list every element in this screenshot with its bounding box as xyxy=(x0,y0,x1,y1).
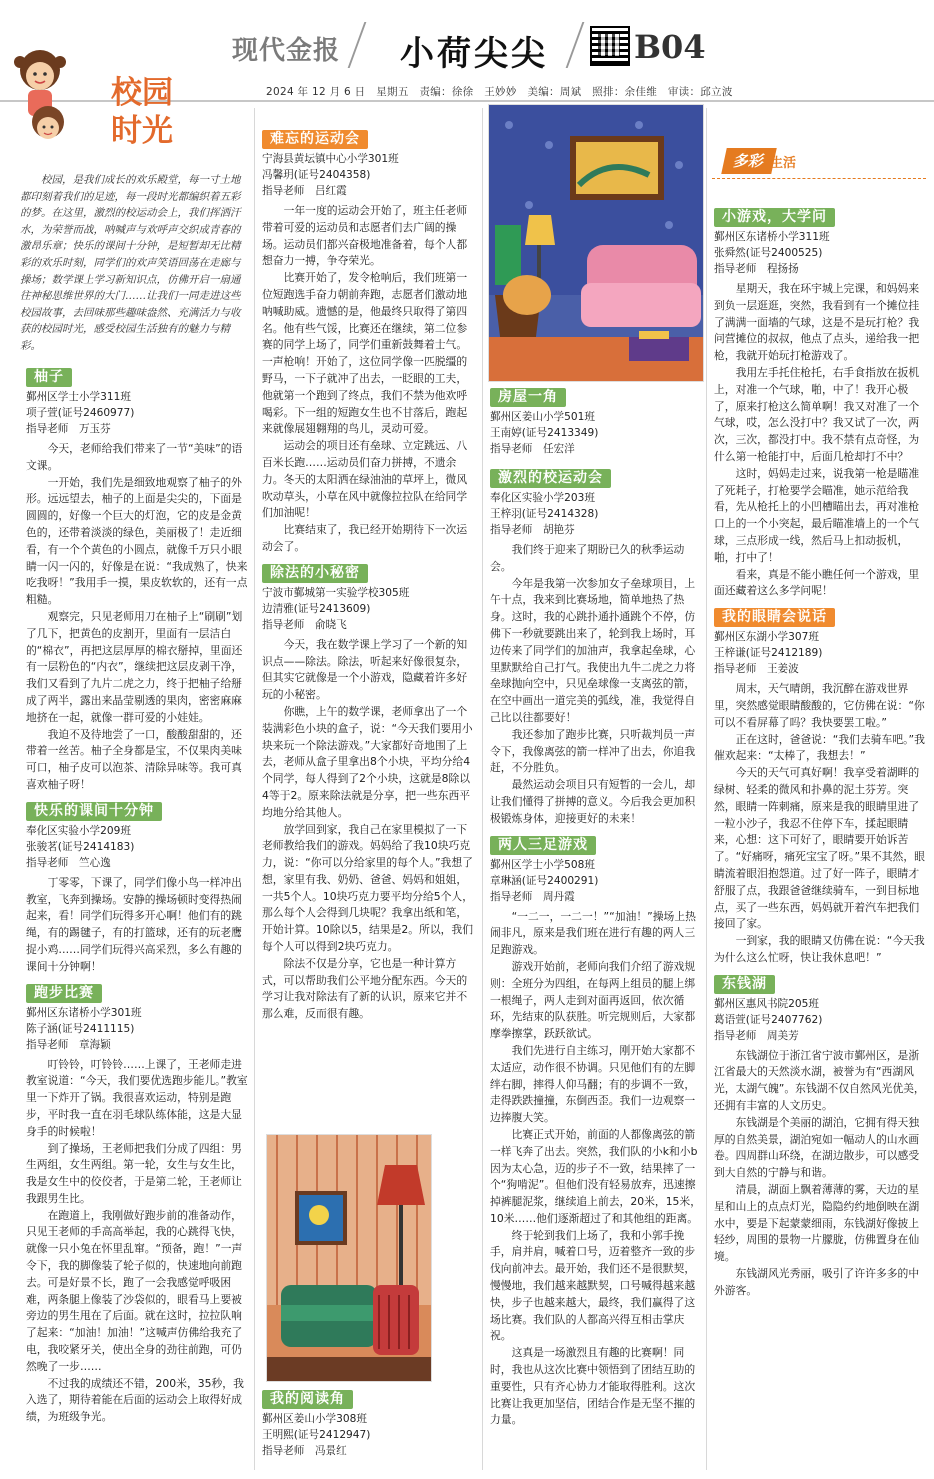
article xyxy=(714,967,926,1300)
article xyxy=(262,1382,476,1459)
article-paragraph: 一开始，我们先是细致地观察了柚子的外形。远远望去，柚子的上面是尖尖的，下面是圆圆的，好像一个巨大的灯泡，它的皮是金黄色的，还带着淡淡的绿色，美丽极了！走近细看，有一个个黄色的小圆点，就像千万只小眼睛一闪一闪的，好像是在说：“我成熟了，快来吃我呀！”我用手一摸，果皮软软的，还有一点粗糙。 xyxy=(26,475,248,607)
article-byline xyxy=(26,1005,248,1053)
divider xyxy=(566,22,585,68)
byline-school: 鄞州区姜山小学308班 xyxy=(262,1413,367,1425)
article-title: 激烈的校运动会 xyxy=(490,469,611,488)
article-paragraph: 正在这时，爸爸说：“我们去骑车吧。”我催欢起来：“太棒了，我想去！” xyxy=(714,732,925,763)
byline-author: 张骏茗(证号2414183) xyxy=(26,840,135,853)
article-paragraph: 丁零零，下课了，同学们像小鸟一样冲出教室，飞奔到操场。安静的操场顿时变得热闹起来，看！同学们玩得多开心啊！他们有的跳绳，有的踢毽子，有的打篮球，还有的玩老鹰捉小鸡……同学们玩得兴高采烈，多么有趣的课间十分钟啊！ xyxy=(26,875,242,973)
article-paragraph: “一二一，一二一！”“加油！”操场上热闹非凡，原来是我们班在进行有趣的两人三足跑游戏。 xyxy=(490,909,696,957)
article-paragraph: 我还参加了跑步比赛，只听裁判员一声令下，我像离弦的箭一样冲了出去，你追我赶，不分胜负。 xyxy=(490,727,696,775)
article xyxy=(262,122,476,556)
campus-time-title xyxy=(86,74,198,150)
article-title: 房屋一角 xyxy=(490,388,566,407)
byline-teacher: 指导老师 周丹霞 xyxy=(490,890,575,903)
article-paragraph: 叮铃铃，叮铃铃……上课了，王老师走进教室说道：“今天，我们要优选跑步能儿。”教室里一下炸开了锅。我很喜欢运动，特别是跑步，平时我一直在羽毛球队练体能，这是大显身手的时候啦！ xyxy=(26,1057,248,1138)
byline-teacher: 指导老师 俞晓飞 xyxy=(262,618,347,631)
byline-author: 王梓羽(证号2414328) xyxy=(490,508,599,520)
article-paragraph: 今年是我第一次参加女子垒球项目，上午十点，我来到比赛场地，简单地热了热身。这时，我的心跳扑通扑通跳个不停，仿佛下一秒就要跳出来了，轮到我上场时，耳边传来了同学们的加油声，我拿起垒球，心里默默给自己打气。我使出九牛二虎之力将垒球抛向空中，只见垒球像一支离弦的箭，在空中画出一道完美的弧线，准，我觉得自己比以往都要好！ xyxy=(490,576,696,724)
byline-author: 冯馨玥(证号2404358) xyxy=(262,169,371,181)
article-paragraph: 比赛正式开始，前面的人都像离弦的箭一样飞奔了出去。突然，我们队的小k和小b因为太心急，迈的步子不一致，结果摔了一个“狗啃泥”。但他们没有轻易放弃，迅速擦掉裤腿泥浆，继续追上前去，20米，15米，10米……他们逐渐超过了和其他组的距离。 xyxy=(490,1127,702,1225)
article-paragraph: 放学回到家，我自己在家里模拟了一下老师教给我们的游戏。妈妈给了我10块巧克力，说：“你可以分给家里的每个人。”我想了想，家里有我、奶奶、爸爸、妈妈和姐姐，一共5个人。10块巧克力要平均分给5个人，那么每个人会得到几块呢？我拿出纸和笔，开始计算。10除以5，结果是2。所以，我们每个人可以得到2块巧克力。 xyxy=(262,822,474,954)
section-title: 小荷尖尖 xyxy=(400,34,548,74)
article xyxy=(490,828,702,1430)
byline-school: 宁海县黄坛镇中心小学301班 xyxy=(262,153,399,165)
article-paragraph: 比赛结束了，我已经开始期待下一次运动会了。 xyxy=(262,523,468,553)
byline-school: 鄞州区学士小学311班 xyxy=(26,391,131,403)
house-corner-painting xyxy=(488,104,704,382)
byline-author: 章琳涵(证号2400291) xyxy=(490,874,599,887)
section-tab-rule xyxy=(712,178,926,199)
byline-author: 边清雅(证号2413609) xyxy=(262,602,371,615)
article-paragraph: 周末，天气晴朗，我沉醉在游戏世界里，突然感觉眼睛酸酸的，它仿佛在说：“你可以不看屏幕了吗？我快要罢工啦。” xyxy=(714,682,925,729)
article-title: 我的眼睛会说话 xyxy=(714,608,835,627)
article-title: 除法的小秘密 xyxy=(262,564,368,583)
article-paragraph: 除法不仅是分享，它也是一种计算方式，可以帮助我们公平地分配东西。今天的学习让我对除法有了新的认识，原来它并不那么难，反而很有趣。 xyxy=(262,956,468,1021)
article-title: 跑步比赛 xyxy=(26,984,102,1003)
article-paragraph: 东钱湖位于浙江省宁波市鄞州区，是浙江省最大的天然淡水湖，被誉为有“西湖风光，太湖气魄”。东钱湖不仅自然风光优美，还拥有丰富的人文历史。 xyxy=(714,1048,925,1113)
campus-title-line2: 时光 xyxy=(111,113,173,149)
article-paragraph: 今天，我在数学课上学习了一个新的知识点——除法。除法，听起来好像很复杂，但其实它就像是一个小游戏，隐藏着许多好玩的小秘密。 xyxy=(262,637,468,702)
article-paragraph: 不过我的成绩还不错，200米，35秒，我入选了，期待着能在后面的运动会上取得好成绩，为班级争光。 xyxy=(26,1376,244,1424)
column-rule xyxy=(706,108,707,1470)
article-paragraph: 今天的天气可真好啊！我享受着湖畔的绿树、轻柔的微风和扑鼻的泥土芬芳。突然，眼睛一阵刺痛，原来是我的眼睛里进了一粒小沙子，我忍不住停下车，揉起眼睛来，心想：这下可好了，眼睛要开始诉苦了。“好痛呀，痛死宝宝了呀。”果不其然，眼睛流着眼泪抱怨道。过了好一阵子，眼睛才舒服了点，我跟爸爸继续骑车，一到目标地点，买了一些东西，妈妈就开着汽车把我们接回了家。 xyxy=(714,766,925,931)
intro-paragraph: 校园，是我们成长的欢乐殿堂，每一寸土地都印刻着我们的足迹，每一段时光都编织着五彩的梦。在这里，激烈的校运动会上，我们挥洒汗水，为荣誉而战，呐喊声与欢呼声交织成青春的激昂乐章；快乐的课间十分钟，是短暂却无比精彩的欢乐时刻，同学们的欢声笑语回荡在走廊与操场；数学课上学习新知识点，仿佛开启一扇通往神秘思维世界的大门……让我们一同走进这些校园故事，去回味那些趣味盎然、充满活力与收获的校园时光，感受校园生活独有的魅力与精彩。 xyxy=(20,174,241,352)
article-byline xyxy=(26,389,248,437)
byline-teacher: 指导老师 王姜波 xyxy=(714,663,799,676)
byline-author: 项子萱(证号2460977) xyxy=(26,407,135,419)
article-paragraph: 到了操场，王老师把我们分成了四组：男生两组，女生两组。第一轮，女生与女生比，我是女生中的佼佼者，于是第二轮，王老师让我跟男生比。 xyxy=(26,1141,242,1205)
article-paragraph: 你瞧，上午的数学课，老师拿出了一个装满彩色小块的盒子，说：“今天我们要用小块来玩一个除法游戏。”大家都好奇地围了上去，老师从盒子里拿出8个小块，平均分给4个同学，每人得到了2个小块，这就是8除以4等于2。原来除法就是分享，把一些东西平均地分给其他人。 xyxy=(262,704,473,819)
article-byline xyxy=(714,996,926,1044)
byline-teacher: 指导老师 冯景红 xyxy=(262,1445,347,1457)
campus-title-line1: 校园 xyxy=(111,75,173,111)
article xyxy=(490,380,702,457)
article-paragraph: 游戏开始前，老师向我们介绍了游戏规则：全班分为四组，在每两上组员的腿上绑一根绳子，两人走到对面再返回，依次循环，先结束的队获胜。听完规则后，大家都摩拳擦掌，跃跃欲试。 xyxy=(490,959,696,1041)
byline-author: 葛语萱(证号2407762) xyxy=(714,1013,823,1026)
article-paragraph: 终于轮到我们上场了，我和小郭手挽手，肩并肩，喊着口号，迈着整齐一致的步伐向前冲去。最开始，我们还不是很默契，慢慢地，我们越来越默契，口号喊得越来越快，步子也越来越大，最终，我们赢得了这场比赛。我们队的人都高兴得互相击掌庆祝。 xyxy=(490,1228,696,1343)
byline-author: 陈子涵(证号2411115) xyxy=(26,1022,135,1035)
article-paragraph: 一到家，我的眼睛又仿佛在说：“今天我为什么这么忙呀，快让我休息吧！” xyxy=(714,934,925,964)
issue-meta: 2024 年 12 月 6 日 星期五 责编：徐徐 王妙妙 美编：周斌 照排：余佳维 审读：邱立波 xyxy=(266,86,733,98)
article xyxy=(714,600,926,967)
article-byline xyxy=(262,1411,476,1459)
column-2-bottom xyxy=(262,1382,476,1463)
article-byline xyxy=(490,857,702,905)
kids-illustration xyxy=(10,42,86,146)
column-2 xyxy=(262,122,476,1023)
byline-school: 奉化区实验小学203班 xyxy=(490,492,595,504)
byline-teacher: 指导老师 胡艳芬 xyxy=(490,524,575,536)
article-paragraph: 我迫不及待地尝了一口，酸酸甜甜的，还带着一丝苦。柚子全身都是宝，不仅果肉美味可口，柚子皮可以泡茶、清除异味等。我可真喜欢柚子呀！ xyxy=(26,727,242,791)
publication-name: 现代金报 xyxy=(232,36,341,66)
article-paragraph: 在跑道上，我刚做好跑步前的准备动作，只见王老师的手高高举起，我的心跳得飞快，就像一只小兔在怀里乱窜。“预备，跑！”一声令下，我的脚像装了轮子似的，快速地向前跑去。可是好景不长，跑了一会我感觉呼吸困难，两条腿上像装了沙袋似的，眼看马上要被旁边的男生甩在了后面。就在这时，拉拉队响了起来：“加油！加油！”这喊声仿佛给我充了电，我咬紧牙关，使出全身的劲往前跑，可仍然晚了一步…… xyxy=(26,1208,243,1373)
article-paragraph: 看来，真是不能小瞧任何一个游戏，里面还藏着这么多学问呢！ xyxy=(714,567,920,598)
article-byline xyxy=(714,629,926,677)
article-title: 难忘的运动会 xyxy=(262,130,368,149)
article-title: 东钱湖 xyxy=(714,975,775,994)
divider xyxy=(348,22,367,68)
article-paragraph: 我们终于迎来了期盼已久的秋季运动会。 xyxy=(490,543,685,573)
section-tab-subtitle: 生活 xyxy=(770,156,797,171)
article xyxy=(490,461,702,828)
qr-code-icon xyxy=(590,26,630,66)
article-paragraph: 东钱湖是个美丽的湖泊，它拥有得天独厚的自然美景，湖泊宛如一幅动人的山水画卷。四周群山环绕，在湖边散步，可以感受到大自然的宁静与和谐。 xyxy=(714,1115,920,1180)
article-paragraph: 这时，妈妈走过来，说我第一枪是瞄准了死耗子，打枪要学会瞄准，她示范给我看，先从枪托上的小凹槽瞄出去，再对准枪口上的一个小突起，最后瞄准墙上的一个气球，三点形成一线，然后马上扣动扳机，啪，打中了！ xyxy=(714,466,920,564)
column-1 xyxy=(26,360,248,1426)
article-title: 小游戏，大学问 xyxy=(714,208,835,227)
byline-school: 鄞州区姜山小学501班 xyxy=(490,411,595,423)
article-byline xyxy=(26,823,248,871)
byline-author: 张舜然(证号2400525) xyxy=(714,247,823,259)
byline-teacher: 指导老师 万玉芬 xyxy=(26,423,111,435)
article-paragraph: 我们先进行自主练习，刚开始大家都不太适应，动作很不协调。只见他们有的左脚绊右脚，摔得人仰马翻；有的步调不一致，走得跌跌撞撞，东倒西歪。我们一边观察一边捧腹大笑。 xyxy=(490,1043,696,1125)
byline-school: 奉化区实验小学209班 xyxy=(26,824,131,837)
byline-teacher: 指导老师 周美芳 xyxy=(714,1029,799,1042)
byline-school: 鄞州区学士小学508班 xyxy=(490,858,595,871)
article-byline xyxy=(490,490,702,538)
reading-corner-painting xyxy=(266,1134,432,1382)
article-paragraph: 比赛开始了，发令枪响后，我们班第一位短跑选手奋力朝前奔跑，志愿者们激动地呐喊助威。遗憾的是，他最终只取得了第四名。他有些气馁，比赛还在继续，第二位参赛的同学上场了，同学们重新鼓舞着士气。一声枪响！开始了，这位同学像一匹脱缰的野马，一下子就冲了出去，一眨眼的工夫，他就第一个跑到了终点，我们不禁为他欢呼喝彩。下一组的短跑女生也不甘落后，跑起来就像展翅翱翔的鸟儿，灵动可爱。 xyxy=(262,271,468,436)
column-rule xyxy=(254,108,255,1470)
article-paragraph: 东钱湖风光秀丽，吸引了许许多多的中外游客。 xyxy=(714,1267,920,1297)
article-paragraph: 运动会的项目还有垒球、立定跳远、八百米长跑……运动员们奋力拼搏，不遗余力。冬天的太阳洒在绿油油的草坪上，微风吹动草头，小草在风中就像拉拉队在给同学们加油呢！ xyxy=(262,439,468,520)
article-byline xyxy=(714,229,926,277)
article xyxy=(26,976,248,1427)
byline-teacher: 指导老师 章海颖 xyxy=(26,1038,111,1051)
article-title: 我的阅读角 xyxy=(262,1390,353,1409)
article-paragraph: 清晨，湖面上飘着薄薄的雾，天边的星星和山上的点点灯光，隐隐约约地倒映在湖水中，要是下起蒙蒙细雨，东钱湖好像披上轻纱，周围的景物一片朦胧，仿佛置身在仙境。 xyxy=(714,1183,920,1264)
byline-author: 王南婷(证号2413349) xyxy=(490,427,599,439)
section-tab-badge: 多彩 xyxy=(721,148,777,174)
article-paragraph: 最然运动会项目只有短暂的一会儿，却让我们懂得了拼搏的意义。今后我会更加积极锻炼身体，迎接更好的未来！ xyxy=(490,778,696,825)
article-byline xyxy=(262,151,476,199)
byline-school: 鄞州区东诸桥小学311班 xyxy=(714,231,830,243)
byline-school: 宁波市鄞城第一实验学校305班 xyxy=(262,586,410,599)
article-paragraph: 星期天，我在环宇城上完课，和妈妈来到负一层逛逛，突然，我看到有一个摊位挂了满满一面墙的气球，这是不是玩打枪？我问营摊位的叔叔，他点了点头，递给我一把枪，我就开始玩打枪游戏了。 xyxy=(714,282,920,363)
article-title: 柚子 xyxy=(26,368,72,387)
page-number: B04 xyxy=(634,28,706,66)
article-paragraph: 这真是一场激烈且有趣的比赛啊！同时，我也从这次比赛中领悟到了团结互助的重要性，只有齐心协力才能取得胜利。这次比赛让我更加坚信，团结合作是无坚不摧的力量。 xyxy=(490,1346,696,1427)
article-paragraph: 我用左手托住枪托，右手食指放在扳机上，对准一个气球，啪，中了！我开心极了，原来打枪这么简单啊！我又对准了一个气球，哎，怎么没打中？我又试了一次，两次，三次，都没打中。我不禁有点奇怪，为什么第一枪能打中，后面几枪却打不中？ xyxy=(714,365,920,463)
byline-school: 鄞州区东湖小学307班 xyxy=(714,631,819,644)
article-byline xyxy=(262,585,476,633)
column-3 xyxy=(490,380,702,1429)
article-title: 快乐的课间十分钟 xyxy=(26,802,162,821)
column-rule xyxy=(482,108,483,1470)
article xyxy=(714,200,926,600)
byline-teacher: 指导老师 竺心逸 xyxy=(26,856,111,869)
byline-author: 王明熙(证号2412947) xyxy=(262,1429,371,1441)
byline-teacher: 指导老师 任宏洋 xyxy=(490,443,575,455)
byline-school: 鄞州区东诸桥小学301班 xyxy=(26,1006,142,1019)
article-paragraph: 今天，老师给我们带来了一节“美味”的语文课。 xyxy=(26,442,243,472)
article-byline xyxy=(490,409,702,457)
article-paragraph: 观察完，只见老师用刀在柚子上“刷刷”划了几下，把黄色的皮割开，里面有一层洁白的“棉衣”，再把这层厚厚的棉衣掰掉，里面还有一层粉色的“内衣”，继续把这层皮剥干净，我们又看到了九片二虎之力，终于把柚子给掰成了两半，露出来晶莹剔透的果肉，密密麻麻地挤在一起，就像一群可爱的小娃娃。 xyxy=(26,609,243,724)
byline-teacher: 指导老师 程扬扬 xyxy=(714,263,799,275)
article-paragraph: 一年一度的运动会开始了，班主任老师带着可爱的运动员和志愿者们去广阔的操场。运动员们都兴奋极地准备着，每个人都想奋力一搏，争夺荣光。 xyxy=(262,204,468,268)
article-title: 两人三足游戏 xyxy=(490,836,596,855)
byline-school: 鄞州区惠风书院205班 xyxy=(714,997,819,1010)
byline-teacher: 指导老师 吕红霞 xyxy=(262,185,347,197)
article xyxy=(26,360,248,794)
byline-author: 王梓谦(证号2412189) xyxy=(714,647,823,660)
article xyxy=(262,556,476,1023)
article xyxy=(26,794,248,976)
column-4 xyxy=(714,200,926,1300)
